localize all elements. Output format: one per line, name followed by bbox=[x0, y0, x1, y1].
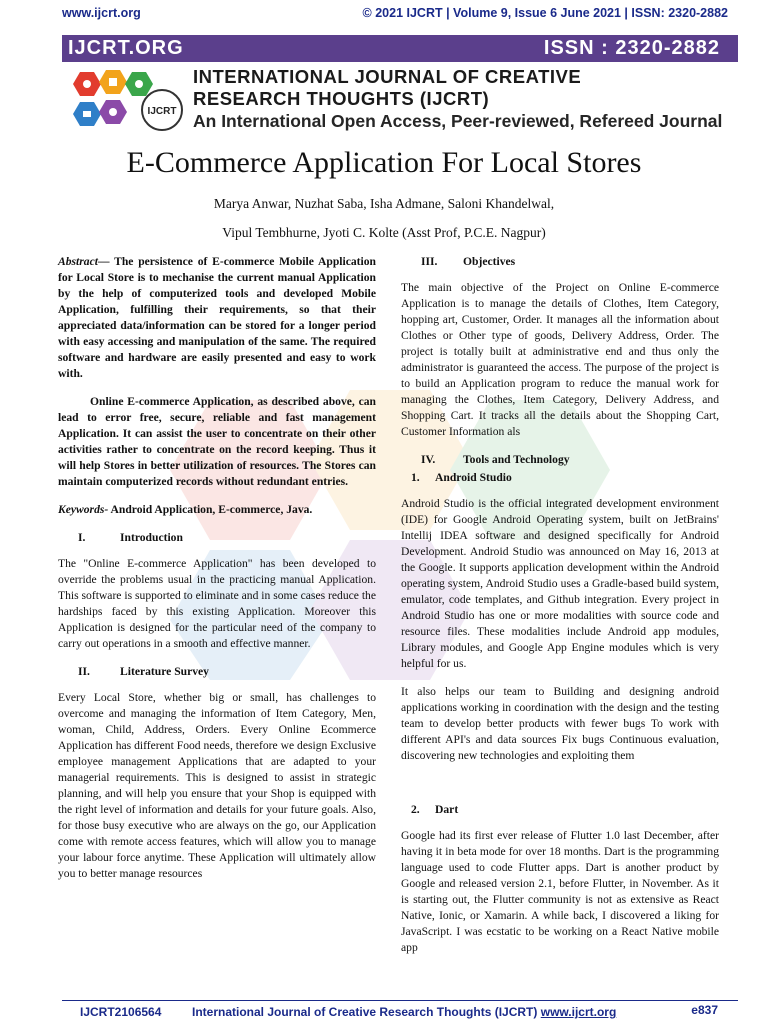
right-column bbox=[401, 254, 719, 968]
abstract bbox=[58, 254, 376, 382]
objectives-text: The main objective of the Project on Online E-commerce Application is to manage the details of Clothes, Item Category, hopping art, Customer, Order. It manages all the information about Clothes or Other type of goods, Delivery Address, Order. The project is totally built at administrative end and thus only the administrator is guaranteed the access. The purpose of the project is to build an Application program to reduce the manual work for managing the Clothes, Item Category, Delivery Address, and Shopping Cart. It tracks all the details about the Shopping Cart, Customer Information als bbox=[401, 281, 719, 438]
keywords bbox=[58, 502, 376, 518]
site-url[interactable]: www.ijcrt.org bbox=[62, 6, 141, 20]
running-header bbox=[62, 6, 728, 24]
page-number: e837 bbox=[691, 1003, 718, 1017]
literature-survey-text: Every Local Store, whether big or small, has challenges to overcome and managing the information of Item Category, Men, woman, Child, Address, Orders. Every Online Ecommerce Application has different Food needs, therefore we design Exclusive employee management Applications that are adapted to your managerial requirements. This is designed to assist in strategic planning, and will help you ensure that your Shop is equipped with the right level of information and details for your future goals. Also, for those busy executive who are always on the go, our Application come with remote access features, which will allow you to manage your labour force anytime. These Application will ultimately allow you to better manage resources bbox=[58, 691, 376, 880]
android-studio-text: Android Studio is the official integrated development environment (IDE) for Google Android Operating system, built on JetBrains' Intellij IDEA software and designed specifically for Android Development. Android Studio was announced on May 16, 2013 at the Google. It supports application development within the Android operating system, Android Studio uses a Gradle-based build system, emulator, code templates, and Github integration. Every project in Android Studio has one or more modalities with source code and resource files. These modalities include Android app modules, Library modules, and Google App Engine modules which is very helpful for us. bbox=[401, 497, 719, 670]
journal-name-line2: RESEARCH THOUGHTS (IJCRT) bbox=[193, 88, 490, 109]
footer-journal: International Journal of Creative Research Thoughts (IJCRT) www.ijcrt.org bbox=[192, 1005, 617, 1019]
subsection-heading-dart: 2. Dart bbox=[411, 803, 459, 816]
keywords-text: Android Application, E-commerce, Java. bbox=[108, 503, 313, 516]
android-studio-text-2: It also helps our team to Building and designing android applications working in coordination with the design and the testing team to develop better products with fewer bugs To work with different API's and data sources Fix bugs Continuous evaluation, discovering new technologies and exploiting them bbox=[401, 685, 719, 762]
abstract-label: Abstract— bbox=[58, 255, 110, 268]
journal-title bbox=[193, 66, 738, 132]
introduction-text: The "Online E-commerce Application" has been developed to override the problems usual in the practicing manual Application. This software is supported to eliminate and in some cases reduce the hardships faced by this existing Application. Moreover this Application is designed for the particular need of the company to carry out operations in a smooth and effective manner. bbox=[58, 557, 376, 650]
section-heading-introduction: I. Introduction bbox=[78, 531, 183, 544]
authors-line-1: Marya Anwar, Nuzhat Saba, Isha Admane, Saloni Khandelwal, bbox=[213, 196, 555, 211]
dart-text: Google had its first ever release of Flutter 1.0 last December, after having it in beta mode for over 18 months. Dart is the programming language used to code Flutter apps. Dart is another product by Google and released version 2.1, before Flutter, in November. As it is starting out, the Flutter community is not as extensive as React Native, Ionic, or Xamarin. A while back, I discovered a liking for JavaScript. I was ecstatic to be working on a React Native mobile app bbox=[401, 829, 719, 954]
abstract-paragraph-2: Online E-commerce Application, as described above, can lead to error free, secure, reliable and fast management Application. It can assist the user to concentrate on their other activities rather to concentrate on the record keeping. Thus it will help Stores in better utilization of resources. The Stores can maintain computerized records without redundant entries. bbox=[58, 395, 376, 488]
subsection-heading-android-studio: 1. Android Studio bbox=[411, 471, 512, 484]
page-footer bbox=[62, 1000, 738, 1025]
banner-left: IJCRT.ORG bbox=[68, 37, 184, 59]
authors-line-2: Vipul Tembhurne, Jyoti C. Kolte (Asst Prof, P.C.E. Nagpur) bbox=[222, 225, 546, 240]
journal-tagline: An International Open Access, Peer-reviewed, Refereed Journal bbox=[193, 111, 723, 131]
section-heading-tools: IV. Tools and Technology bbox=[421, 453, 570, 466]
section-heading-literature-survey: II. Literature Survey bbox=[78, 665, 209, 678]
journal-banner bbox=[62, 35, 738, 62]
journal-name-line1: INTERNATIONAL JOURNAL OF CREATIVE bbox=[193, 66, 582, 87]
paper-id: IJCRT2106564 bbox=[80, 1005, 162, 1019]
section-heading-objectives: III. Objectives bbox=[421, 255, 516, 268]
issue-info: © 2021 IJCRT | Volume 9, Issue 6 June 2021 | ISSN: 2320-2882 bbox=[362, 6, 728, 20]
keywords-label: Keywords- bbox=[58, 503, 109, 516]
footer-url[interactable]: www.ijcrt.org bbox=[540, 1005, 617, 1019]
logo-text: IJCRT bbox=[147, 106, 177, 117]
logo-hexagons-icon bbox=[73, 70, 153, 126]
left-column bbox=[58, 254, 376, 894]
banner-right: ISSN : 2320-2882 bbox=[543, 37, 720, 59]
paper-title: E-Commerce Application For Local Stores bbox=[126, 146, 642, 179]
abstract-text: The persistence of E-commerce Mobile Application for Local Store is to mechanise the current manual Application by the help of computerized tools and developed Mobile Application, fulfilling their requirements, so that their appreciated data/information can be stored for a longer period with easy accessing and manipulation of the same. The required software and hardware are easily presented and easy to work with. bbox=[58, 255, 376, 380]
journal-logo bbox=[62, 66, 188, 134]
